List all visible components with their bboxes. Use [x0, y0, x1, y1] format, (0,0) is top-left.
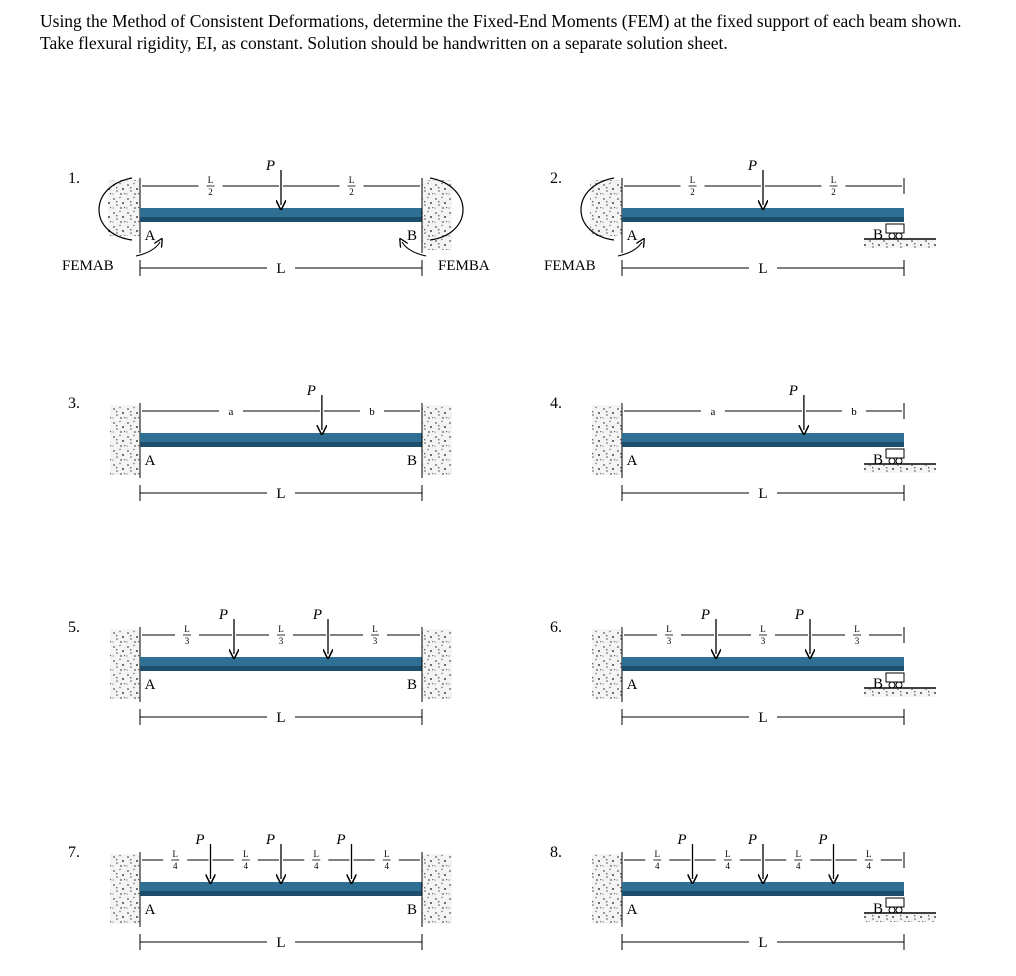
- support-label-a: A: [144, 453, 156, 469]
- problem-1: [62, 158, 490, 277]
- load-label: P: [794, 607, 804, 623]
- problem-8: [550, 832, 936, 951]
- load-label: P: [677, 832, 687, 848]
- beam: [140, 208, 422, 217]
- roller-wheel: [889, 458, 895, 464]
- segment-label-numerator: L: [654, 849, 660, 859]
- span-label: L: [758, 486, 768, 502]
- support-label-b: B: [872, 452, 884, 468]
- problem-4: [550, 383, 936, 502]
- support-label-a: A: [626, 902, 638, 918]
- segment-label-numerator: L: [348, 175, 355, 185]
- segment-label-numerator: L: [172, 849, 178, 859]
- segment-label-numerator: L: [207, 175, 214, 185]
- fixed-support-left: [590, 180, 622, 236]
- roller-wheel: [896, 682, 902, 688]
- beam: [140, 657, 422, 666]
- span-label: L: [276, 261, 286, 277]
- load-label: P: [312, 607, 322, 623]
- support-label-a: A: [626, 228, 638, 244]
- segment-label-numerator: L: [866, 849, 872, 859]
- beam: [622, 657, 904, 666]
- segment-label-denominator: 4: [384, 861, 389, 871]
- fixed-support-right: [422, 854, 452, 924]
- segment-label-denominator: 4: [725, 861, 730, 871]
- segment-label: a: [228, 406, 234, 418]
- segment-label-denominator: 3: [666, 636, 672, 646]
- span-label: L: [276, 710, 286, 726]
- problem-number: 6.: [550, 619, 562, 636]
- support-label-a: A: [144, 902, 156, 918]
- segment-label-numerator: L: [689, 175, 696, 185]
- roller-wheel: [889, 233, 895, 239]
- segment-label-denominator: 4: [866, 861, 871, 871]
- segment-label-denominator: 3: [760, 636, 766, 646]
- segment-label-numerator: L: [313, 849, 319, 859]
- problem-3: [68, 383, 452, 502]
- segment-label-numerator: L: [278, 624, 284, 634]
- beam: [140, 433, 422, 442]
- segment-label-denominator: 4: [243, 861, 248, 871]
- load-label: P: [195, 832, 205, 848]
- problem-number: 4.: [550, 395, 562, 412]
- span-label: L: [758, 261, 768, 277]
- instructions-text: Using the Method of Consistent Deformations, determine the Fixed-End Moments (FEM) at the fixed support of each beam shown. Take flexural rigidity, EI, as constant. Solution should be handwritten on a separate solution sheet.: [40, 11, 962, 53]
- beam-shadow: [622, 217, 904, 222]
- fixed-support-left: [592, 629, 622, 699]
- segment-label-denominator: 2: [208, 187, 213, 197]
- roller-wheel: [896, 458, 902, 464]
- load-label: P: [747, 832, 757, 848]
- segment-label-denominator: 4: [314, 861, 319, 871]
- segment-label-denominator: 2: [349, 187, 354, 197]
- support-label-b: B: [872, 901, 884, 917]
- segment-label-numerator: L: [666, 624, 672, 634]
- span-label: L: [276, 486, 286, 502]
- fixed-support-right: [422, 629, 452, 699]
- span-label: L: [758, 710, 768, 726]
- roller-support: [886, 224, 904, 233]
- problem-5: [68, 607, 452, 726]
- fixed-support-right: [422, 405, 452, 475]
- beam: [140, 882, 422, 891]
- support-label-a: A: [626, 677, 638, 693]
- segment-label-denominator: 3: [854, 636, 860, 646]
- roller-wheel: [889, 682, 895, 688]
- segment-label-numerator: L: [795, 849, 801, 859]
- load-label: P: [306, 383, 316, 399]
- roller-support: [886, 673, 904, 682]
- fem-right-label: FEMBA: [438, 258, 490, 274]
- load-label: P: [336, 832, 346, 848]
- support-label-b: B: [872, 227, 884, 243]
- segment-label-denominator: 3: [372, 636, 378, 646]
- roller-wheel: [896, 233, 902, 239]
- segment-label-denominator: 3: [278, 636, 284, 646]
- problem-number: 3.: [68, 395, 80, 412]
- segment-label-denominator: 4: [796, 861, 801, 871]
- beam-shadow: [140, 442, 422, 447]
- segment-label-numerator: L: [184, 624, 190, 634]
- segment-label: a: [710, 406, 716, 418]
- fixed-support-left: [110, 405, 140, 475]
- problem-6: [550, 607, 936, 726]
- beam-shadow: [622, 891, 904, 896]
- beam-shadow: [622, 442, 904, 447]
- segment-label-numerator: L: [830, 175, 837, 185]
- support-label-b: B: [406, 902, 418, 918]
- segment-label-numerator: L: [372, 624, 378, 634]
- segment-label-denominator: 4: [655, 861, 660, 871]
- support-label-a: A: [626, 453, 638, 469]
- segment-label-denominator: 2: [831, 187, 836, 197]
- segment-label-denominator: 3: [184, 636, 190, 646]
- load-label: P: [218, 607, 228, 623]
- beam-shadow: [140, 891, 422, 896]
- beam: [622, 208, 904, 217]
- support-label-a: A: [144, 228, 156, 244]
- problem-2: [544, 158, 936, 277]
- fixed-support-left: [110, 854, 140, 924]
- fixed-support-left: [108, 180, 140, 236]
- beam: [622, 882, 904, 891]
- segment-label-denominator: 4: [173, 861, 178, 871]
- support-label-b: B: [406, 453, 418, 469]
- roller-support: [886, 898, 904, 907]
- support-label-b: B: [406, 228, 418, 244]
- roller-wheel: [896, 907, 902, 913]
- segment-label-denominator: 2: [690, 187, 695, 197]
- fixed-support-left: [592, 854, 622, 924]
- beam-shadow: [622, 666, 904, 671]
- beam-shadow: [140, 217, 422, 222]
- load-label: P: [818, 832, 828, 848]
- problem-number: 1.: [68, 170, 80, 187]
- support-label-b: B: [872, 676, 884, 692]
- segment-label: b: [851, 406, 857, 418]
- segment-label: b: [369, 406, 375, 418]
- segment-label-numerator: L: [760, 624, 766, 634]
- segment-label-numerator: L: [243, 849, 249, 859]
- fixed-support-left: [110, 629, 140, 699]
- load-label: P: [747, 158, 757, 174]
- problem-number: 5.: [68, 619, 80, 636]
- beam: [622, 433, 904, 442]
- segment-label-numerator: L: [384, 849, 390, 859]
- load-label: P: [265, 832, 275, 848]
- fem-left-label: FEMAB: [544, 258, 596, 274]
- segment-label-numerator: L: [854, 624, 860, 634]
- roller-support: [886, 449, 904, 458]
- segment-label-numerator: L: [725, 849, 731, 859]
- span-label: L: [758, 935, 768, 951]
- span-label: L: [276, 935, 286, 951]
- beam-shadow: [140, 666, 422, 671]
- problem-number: 7.: [68, 844, 80, 861]
- roller-wheel: [889, 907, 895, 913]
- problem-number: 8.: [550, 844, 562, 861]
- fixed-support-left: [592, 405, 622, 475]
- load-label: P: [788, 383, 798, 399]
- fixed-support-right: [422, 180, 452, 250]
- support-label-a: A: [144, 677, 156, 693]
- load-label: P: [700, 607, 710, 623]
- problem-number: 2.: [550, 170, 562, 187]
- load-label: P: [265, 158, 275, 174]
- support-label-b: B: [406, 677, 418, 693]
- fem-left-label: FEMAB: [62, 258, 114, 274]
- problem-7: [68, 832, 452, 951]
